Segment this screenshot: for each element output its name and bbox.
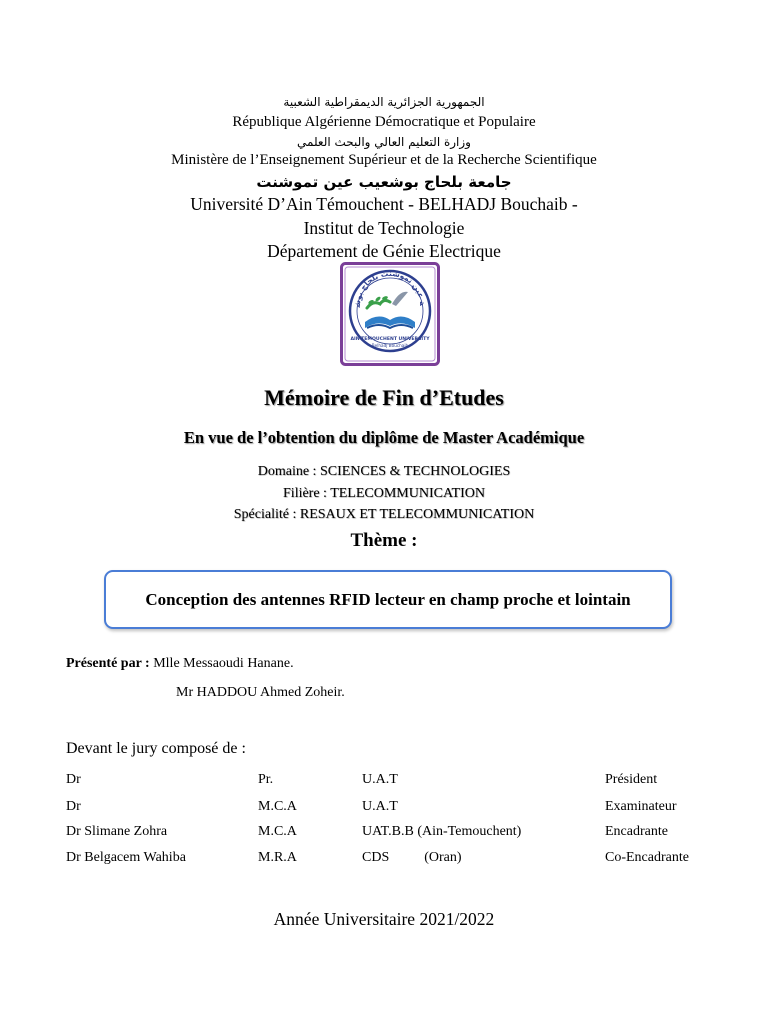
french-ministry-title: Ministère de l’Enseignement Supérieur et de la Recherche Scientifique bbox=[171, 152, 597, 168]
university-logo-graphic bbox=[340, 262, 440, 366]
jury-title: Devant le jury composé de : bbox=[66, 740, 246, 757]
jury-institution: CDS (Oran) bbox=[362, 850, 462, 865]
institut-name: Institut de Technologie bbox=[303, 218, 465, 238]
presented-by-label: Présenté par : bbox=[66, 656, 150, 671]
arabic-university-name: جامعة بلحاج بوشعيب عين تموشنت bbox=[256, 173, 512, 191]
logo-english-text: AIN TEMOUCHENT UNIVERSITY bbox=[350, 337, 430, 342]
jury-row bbox=[0, 824, 768, 844]
logo-arabic-text: ة عين تموشنت بلحاج بوش bbox=[352, 268, 428, 308]
domaine-line: Domaine : SCIENCES & TECHNOLOGIES bbox=[257, 464, 511, 479]
jury-row bbox=[0, 850, 768, 870]
arabic-ministry-title: وزارة التعليم العالي والبحث العلمي bbox=[297, 135, 471, 149]
memoire-subtitle: En vue de l’obtention du diplôme de Master Académique bbox=[183, 428, 585, 447]
jury-role: Co-Encadrante bbox=[605, 850, 689, 865]
theme-label: Thème : bbox=[350, 530, 418, 551]
jury-name: Dr Belgacem Wahiba bbox=[66, 850, 186, 865]
memoire-title: Mémoire de Fin d’Etudes bbox=[264, 385, 504, 410]
academic-year: Année Universitaire 2021/2022 bbox=[273, 909, 495, 929]
jury-grade: Pr. bbox=[258, 772, 274, 787]
jury-row bbox=[0, 772, 768, 792]
jury-role: Président bbox=[605, 772, 658, 787]
presented-by-line bbox=[66, 656, 294, 672]
jury-name: Dr bbox=[66, 772, 81, 787]
departement-name: Département de Génie Electrique bbox=[267, 241, 501, 261]
university-name: Université D’Ain Témouchent - BELHADJ Bouchaib - bbox=[190, 194, 578, 214]
jury-row bbox=[0, 799, 768, 819]
jury-grade: M.C.A bbox=[258, 799, 297, 814]
student-1: Mlle Messaoudi Hanane. bbox=[149, 656, 294, 671]
jury-name: Dr bbox=[66, 799, 81, 814]
jury-institution: U.A.T bbox=[362, 772, 398, 787]
university-logo bbox=[340, 262, 440, 366]
arabic-republic-title: الجمهورية الجزائرية الديمقراطية الشعبية bbox=[283, 95, 485, 109]
jury-grade: M.C.A bbox=[258, 824, 297, 839]
jury-institution: UAT.B.B (Ain-Temouchent) bbox=[362, 824, 522, 839]
filiere-line: Filière : TELECOMMUNICATION bbox=[283, 486, 485, 501]
logo-sub-text: Belhadj Bouchaib bbox=[371, 343, 409, 348]
theme-box bbox=[104, 570, 672, 629]
jury-name: Dr Slimane Zohra bbox=[66, 824, 168, 839]
jury-role: Encadrante bbox=[605, 824, 668, 839]
jury-institution: U.A.T bbox=[362, 799, 398, 814]
theme-text: Conception des antennes RFID lecteur en champ proche et lointain bbox=[145, 589, 631, 609]
jury-grade: M.R.A bbox=[258, 850, 297, 865]
french-republic-title: République Algérienne Démocratique et Populaire bbox=[232, 114, 536, 130]
specialite-line: Spécialité : RESAUX ET TELECOMMUNICATION bbox=[233, 507, 535, 522]
student-2: Mr HADDOU Ahmed Zoheir. bbox=[176, 685, 345, 700]
jury-role: Examinateur bbox=[605, 799, 677, 814]
